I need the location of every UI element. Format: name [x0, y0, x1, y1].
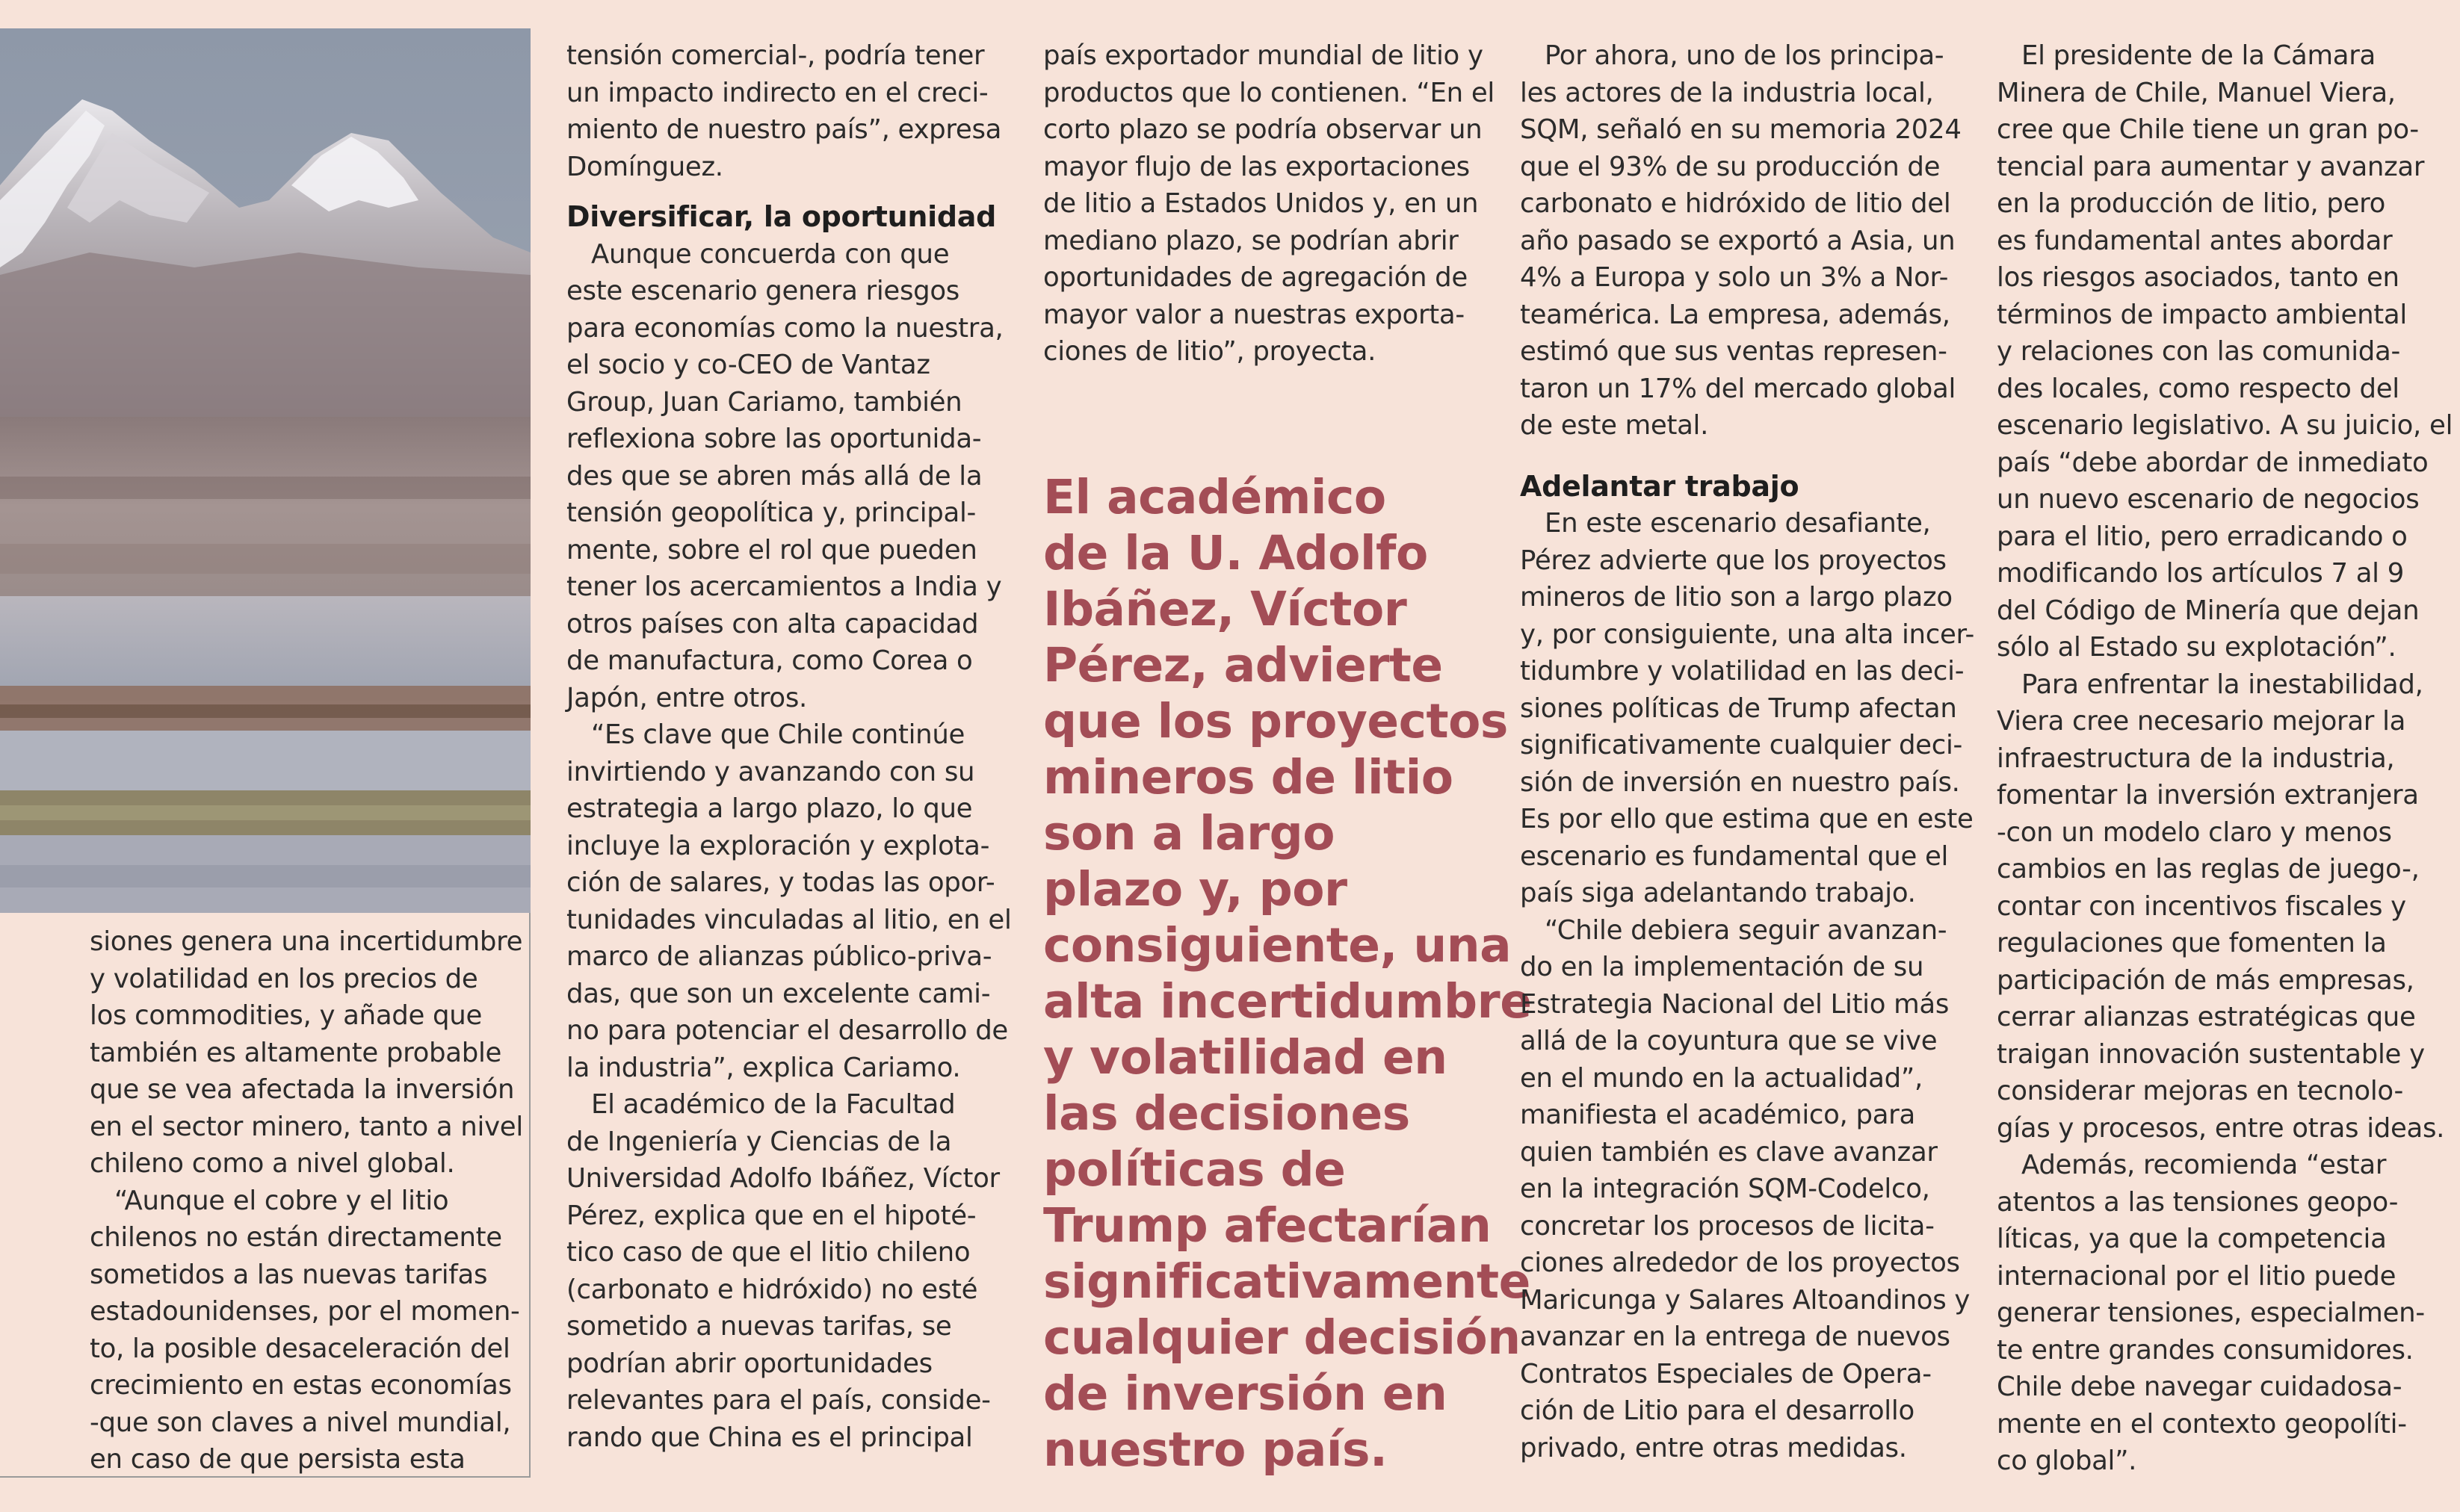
col5-line: es fundamental antes abordar: [1997, 225, 2393, 256]
col5-line: considerar mejoras en tecnolo-: [1997, 1076, 2404, 1106]
col2-line: este escenario genera riesgos: [566, 276, 959, 306]
col4-line: 4% a Europa y solo un 3% a Nor-: [1520, 262, 1949, 293]
col4-line: manifiesta el académico, para: [1520, 1100, 1915, 1130]
col5-line: los riesgos asociados, tanto en: [1997, 262, 2399, 293]
col1-line: sometidos a las nuevas tarifas: [90, 1259, 488, 1290]
col4-line: Pérez advierte que los proyectos: [1520, 545, 1947, 576]
col3-line: mayor flujo de las exportaciones: [1043, 151, 1470, 182]
column-4: [1520, 37, 1974, 1466]
pull-quote-line: y volatilidad en: [1043, 1030, 1447, 1085]
col4-line: ción de Litio para el desarrollo: [1520, 1395, 1914, 1426]
col4-line: siones políticas de Trump afectan: [1520, 693, 1957, 724]
col5-line: Además, recomienda “estar: [1997, 1150, 2387, 1180]
col5-line: escenario legislativo. A su juicio, el: [1997, 410, 2453, 441]
col4-line: Contratos Especiales de Opera-: [1520, 1358, 1932, 1389]
photo-illustration: [0, 28, 531, 913]
col5-line: des locales, como respecto del: [1997, 373, 2399, 404]
col5-line: Minera de Chile, Manuel Viera,: [1997, 77, 2396, 108]
col1-line: que se vea afectada la inversión: [90, 1074, 515, 1105]
col4-line: SQM, señaló en su memoria 2024: [1520, 114, 1962, 145]
col5-line: Para enfrentar la inestabilidad,: [1997, 669, 2423, 700]
col2-line: reflexiona sobre las oportunida-: [566, 424, 982, 454]
col4-line: quien también es clave avanzar: [1520, 1136, 1938, 1168]
col2-line: un impacto indirecto en el creci-: [566, 77, 989, 108]
col1-line: también es altamente probable: [90, 1037, 502, 1068]
col2-line: tensión geopolítica y, principal-: [566, 498, 977, 528]
mountain-salt-flat-photo: [0, 28, 531, 913]
col3-line: ciones de litio”, proyecta.: [1043, 336, 1376, 367]
col2-line: de manufactura, como Corea o: [566, 645, 973, 676]
col4-line: “Chile debiera seguir avanzan-: [1520, 914, 1947, 946]
col3-line: mediano plazo, se podrían abrir: [1043, 225, 1459, 256]
col2-line: Aunque concuerda con que: [566, 238, 950, 270]
col2-line: “Es clave que Chile continúe: [566, 719, 965, 750]
col5-line: co global”.: [1997, 1446, 2137, 1476]
col5-line: generar tensiones, especialmen-: [1997, 1298, 2425, 1328]
col5-line: cree que Chile tiene un gran po-: [1997, 114, 2419, 145]
col4-subheading: Adelantar trabajo: [1520, 469, 1799, 503]
col4-line: privado, entre otras medidas.: [1520, 1432, 1907, 1463]
col4-line: carbonato e hidróxido de litio del: [1520, 188, 1951, 219]
pull-quote-line: consiguiente, una: [1043, 918, 1512, 973]
col5-line: modificando los artículos 7 al 9: [1997, 558, 2405, 589]
col4-line: significativamente cualquier deci-: [1520, 730, 1963, 760]
col2-line: mente, sobre el rol que pueden: [566, 534, 977, 566]
pull-quote-line: nuestro país.: [1043, 1422, 1388, 1477]
col4-line: tidumbre y volatilidad en las deci-: [1520, 656, 1965, 687]
col4-line: les actores de la industria local,: [1520, 77, 1934, 108]
col1-line: to, la posible desaceleración del: [90, 1333, 510, 1364]
col4-line: En este escenario desafiante,: [1520, 508, 1931, 539]
col4-line: de este metal.: [1520, 410, 1709, 441]
pull-quote-line: mineros de litio: [1043, 750, 1453, 805]
col2-line: des que se abren más allá de la: [566, 460, 983, 492]
col4-line: concretar los procesos de licita-: [1520, 1210, 1935, 1242]
col5-line: atentos a las tensiones geopo-: [1997, 1186, 2399, 1218]
col2-line: marco de alianzas público-priva-: [566, 941, 992, 972]
col2-line: de Ingeniería y Ciencias de la: [566, 1126, 952, 1157]
col2-line: sometido a nuevas tarifas, se: [566, 1311, 952, 1342]
pull-quote-line: Ibáñez, Víctor: [1043, 582, 1407, 636]
col2-line: Pérez, explica que en el hipoté-: [566, 1200, 977, 1231]
col2-line: tensión comercial-, podría tener: [566, 40, 985, 71]
col1-line: -que son claves a nivel mundial,: [90, 1407, 511, 1438]
col5-line: gías y procesos, entre otras ideas.: [1997, 1112, 2445, 1144]
pull-quote-line: que los proyectos: [1043, 694, 1508, 749]
col5-line: para el litio, pero erradicando o: [1997, 521, 2408, 552]
col5-line: tencial para aumentar y avanzar: [1997, 151, 2425, 182]
col4-line: Es por ello que estima que en este: [1520, 804, 1974, 834]
col5-line: infraestructura de la industria,: [1997, 743, 2395, 774]
col3-line: país exportador mundial de litio y: [1043, 40, 1483, 71]
pull-quote-line: Pérez, advierte: [1043, 638, 1443, 693]
col4-line: Maricunga y Salares Altoandinos y: [1520, 1284, 1971, 1316]
col3-line: productos que lo contienen. “En el: [1043, 77, 1495, 108]
col5-line: El presidente de la Cámara: [1997, 40, 2376, 71]
column-1: [90, 923, 523, 1478]
col1-line: chileno como a nivel global.: [90, 1148, 455, 1179]
col4-line: escenario es fundamental que el: [1520, 840, 1949, 872]
col5-line: -con un modelo claro y menos: [1997, 817, 2392, 848]
col5-line: internacional por el litio puede: [1997, 1260, 2396, 1292]
col1-line: crecimiento en estas economías: [90, 1370, 512, 1401]
col5-line: regulaciones que fomenten la: [1997, 928, 2387, 958]
col5-line: traigan innovación sustentable y: [1997, 1038, 2425, 1070]
col2-line: miento de nuestro país”, expresa: [566, 114, 1002, 145]
col5-line: un nuevo escenario de negocios: [1997, 484, 2420, 515]
col1-line: los commodities, y añade que: [90, 1000, 483, 1031]
col2-line: incluye la exploración y explota-: [566, 830, 990, 861]
col4-line: teamérica. La empresa, además,: [1520, 299, 1950, 330]
pull-quote-line: políticas de: [1043, 1142, 1346, 1197]
col2-line: estrategia a largo plazo, lo que: [566, 793, 973, 824]
pull-quote-line: de la U. Adolfo: [1043, 526, 1428, 580]
col5-line: y relaciones con las comunida-: [1997, 336, 2400, 367]
col5-line: sólo al Estado su explotación”.: [1997, 632, 2396, 663]
pull-quote-line: de inversión en: [1043, 1366, 1447, 1421]
col5-line: cerrar alianzas estratégicas que: [1997, 1002, 2416, 1032]
col2-line: no para potenciar el desarrollo de: [566, 1015, 1008, 1046]
col2-line: (carbonato e hidróxido) no esté: [566, 1274, 978, 1305]
col5-line: país “debe abordar de inmediato: [1997, 447, 2429, 478]
col4-line: en la integración SQM-Codelco,: [1520, 1174, 1930, 1204]
pull-quote-line: las decisiones: [1043, 1086, 1410, 1141]
col5-line: del Código de Minería que dejan: [1997, 595, 2420, 626]
pull-quote-line: son a largo: [1043, 806, 1335, 861]
col4-line: estimó que sus ventas represen-: [1520, 336, 1947, 367]
column-2: [566, 37, 1012, 1456]
pull-quote-line: plazo y, por: [1043, 862, 1347, 917]
col3-line: de litio a Estados Unidos y, en un: [1043, 188, 1479, 219]
col2-subheading: Diversificar, la oportunidad: [566, 200, 997, 233]
col1-line: en el sector minero, tanto a nivel: [90, 1111, 523, 1142]
col4-line: país siga adelantando trabajo.: [1520, 878, 1916, 908]
pull-quote-line: alta incertidumbre: [1043, 974, 1532, 1029]
col1-line: chilenos no están directamente: [90, 1222, 502, 1253]
pull-quote-line: cualquier decisión: [1043, 1310, 1521, 1365]
col2-line: otros países con alta capacidad: [566, 608, 979, 639]
col5-line: cambios en las reglas de juego-,: [1997, 854, 2420, 884]
col2-line: tico caso de que el litio chileno: [566, 1237, 971, 1268]
column-3: [1043, 37, 1495, 371]
col5-line: contar con incentivos fiscales y: [1997, 890, 2406, 922]
col5-line: en la producción de litio, pero: [1997, 188, 2386, 219]
col2-line: das, que son un excelente cami-: [566, 978, 991, 1009]
col2-line: Universidad Adolfo Ibáñez, Víctor: [566, 1163, 1000, 1194]
col2-line: el socio y co-CEO de Vantaz: [566, 350, 930, 380]
col2-line: ción de salares, y todas las opor-: [566, 867, 995, 898]
col2-line: Japón, entre otros.: [566, 682, 807, 713]
col4-line: do en la implementación de su: [1520, 952, 1924, 982]
col4-line: ciones alrededor de los proyectos: [1520, 1248, 1960, 1278]
col2-line: tunidades vinculadas al litio, en el: [566, 904, 1012, 935]
col4-line: año pasado se exportó a Asia, un: [1520, 225, 1956, 256]
col2-line: rando que China es el principal: [566, 1422, 973, 1453]
col4-line: Por ahora, uno de los principa-: [1520, 40, 1944, 71]
col4-line: en el mundo en la actualidad”,: [1520, 1062, 1923, 1094]
col4-line: taron un 17% del mercado global: [1520, 373, 1956, 404]
col2-line: El académico de la Facultad: [566, 1089, 956, 1120]
pull-quote: [1043, 469, 1532, 1478]
col1-line: estadounidenses, por el momen-: [90, 1296, 520, 1327]
col2-line: podrían abrir oportunidades: [566, 1348, 933, 1379]
col5-line: mente en el contexto geopolíti-: [1997, 1408, 2407, 1440]
pull-quote-line: Trump afectarían: [1043, 1198, 1492, 1253]
col4-line: allá de la coyuntura que se vive: [1520, 1026, 1938, 1056]
col2-line: Domínguez.: [566, 151, 723, 182]
col4-line: Estrategia Nacional del Litio más: [1520, 988, 1950, 1020]
col2-line: invirtiendo y avanzando con su: [566, 756, 975, 787]
col5-line: participación de más empresas,: [1997, 964, 2414, 996]
col4-line: avanzar en la entrega de nuevos: [1520, 1322, 1950, 1352]
col1-line: en caso de que persista esta: [90, 1444, 466, 1475]
col5-line: te entre grandes consumidores.: [1997, 1334, 2414, 1366]
col5-line: Viera cree necesario mejorar la: [1997, 706, 2406, 737]
col5-line: líticas, ya que la competencia: [1997, 1224, 2387, 1254]
col4-line: mineros de litio son a largo plazo: [1520, 582, 1953, 613]
col2-line: la industria”, explica Cariamo.: [566, 1052, 961, 1083]
col3-line: oportunidades de agregación de: [1043, 262, 1468, 293]
col1-line: y volatilidad en los precios de: [90, 963, 478, 994]
column-5: [1997, 37, 2453, 1480]
col4-line: sión de inversión en nuestro país.: [1520, 766, 1960, 798]
pull-quote-line: El académico: [1043, 470, 1386, 524]
col5-line: Chile debe navegar cuidadosa-: [1997, 1372, 2402, 1402]
col4-line: y, por consiguiente, una alta incer-: [1520, 619, 1975, 650]
col1-line: siones genera una incertidumbre: [90, 926, 523, 957]
col5-line: fomentar la inversión extranjera: [1997, 780, 2419, 811]
frame-vertical-rule: [529, 913, 531, 1478]
col2-line: tener los acercamientos a India y: [566, 571, 1002, 602]
col3-line: corto plazo se podría observar un: [1043, 114, 1483, 145]
col3-line: mayor valor a nuestras exporta-: [1043, 299, 1465, 330]
col2-line: para economías como la nuestra,: [566, 312, 1004, 344]
col1-line: “Aunque el cobre y el litio: [90, 1185, 449, 1216]
pull-quote-line: significativamente: [1043, 1254, 1530, 1309]
col2-line: relevantes para el país, conside-: [566, 1385, 991, 1416]
col4-line: que el 93% de su producción de: [1520, 151, 1941, 182]
col5-line: términos de impacto ambiental: [1997, 299, 2407, 330]
col2-line: Group, Juan Cariamo, también: [566, 386, 962, 418]
